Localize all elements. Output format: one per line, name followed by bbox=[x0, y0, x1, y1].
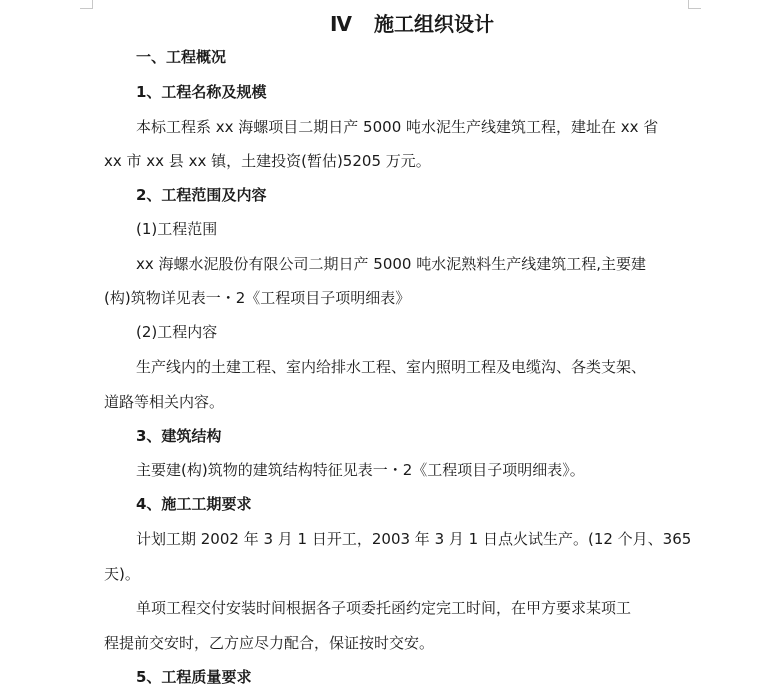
subsection-heading-3: 3、建筑结构 bbox=[136, 427, 222, 445]
paragraph-line: 计划工期 2002 年 3 月 1 日开工，2003 年 3 月 1 日点火试生产。(12 个月、365 bbox=[136, 530, 692, 548]
paragraph-line: 本标工程系 xx 海螺项目二期日产 5000 吨水泥生产线建筑工程，建址在 xx 省 bbox=[136, 118, 659, 136]
document-title bbox=[330, 11, 494, 37]
paragraph-line: (构)筑物详见表一・2《工程项目子项明细表》 bbox=[104, 289, 411, 307]
subsection-heading-5: 5、工程质量要求 bbox=[136, 668, 252, 684]
item-label-scope: (1)工程范围 bbox=[136, 220, 218, 238]
paragraph-line: 天)。 bbox=[104, 565, 140, 583]
section-heading: 一、工程概况 bbox=[136, 48, 227, 66]
paragraph-line: 主要建(构)筑物的建筑结构特征见表一・2《工程项目子项明细表》。 bbox=[136, 461, 585, 479]
subsection-heading-2: 2、工程范围及内容 bbox=[136, 186, 267, 204]
paragraph-line: xx 市 xx 县 xx 镇，土建投资(暂估)5205 万元。 bbox=[104, 152, 431, 170]
paragraph-line: xx 海螺水泥股份有限公司二期日产 5000 吨水泥熟料生产线建筑工程,主要建 bbox=[136, 255, 647, 273]
title-text: 施工组织设计 bbox=[373, 12, 494, 36]
item-label-content: (2)工程内容 bbox=[136, 323, 218, 341]
crop-mark-right bbox=[688, 0, 701, 9]
paragraph-line: 生产线内的土建工程、室内给排水工程、室内照明工程及电缆沟、各类支架、 bbox=[136, 358, 647, 376]
paragraph-line: 单项工程交付安装时间根据各子项委托函约定完工时间，在甲方要求某项工 bbox=[136, 599, 632, 617]
title-numeral: Ⅳ bbox=[330, 12, 352, 36]
paragraph-line: 道路等相关内容。 bbox=[104, 393, 225, 411]
subsection-heading-4: 4、施工工期要求 bbox=[136, 495, 252, 513]
crop-mark-left bbox=[80, 0, 93, 9]
paragraph-line: 程提前交安时，乙方应尽力配合，保证按时交安。 bbox=[104, 634, 435, 652]
subsection-heading-1: 1、工程名称及规模 bbox=[136, 83, 267, 101]
